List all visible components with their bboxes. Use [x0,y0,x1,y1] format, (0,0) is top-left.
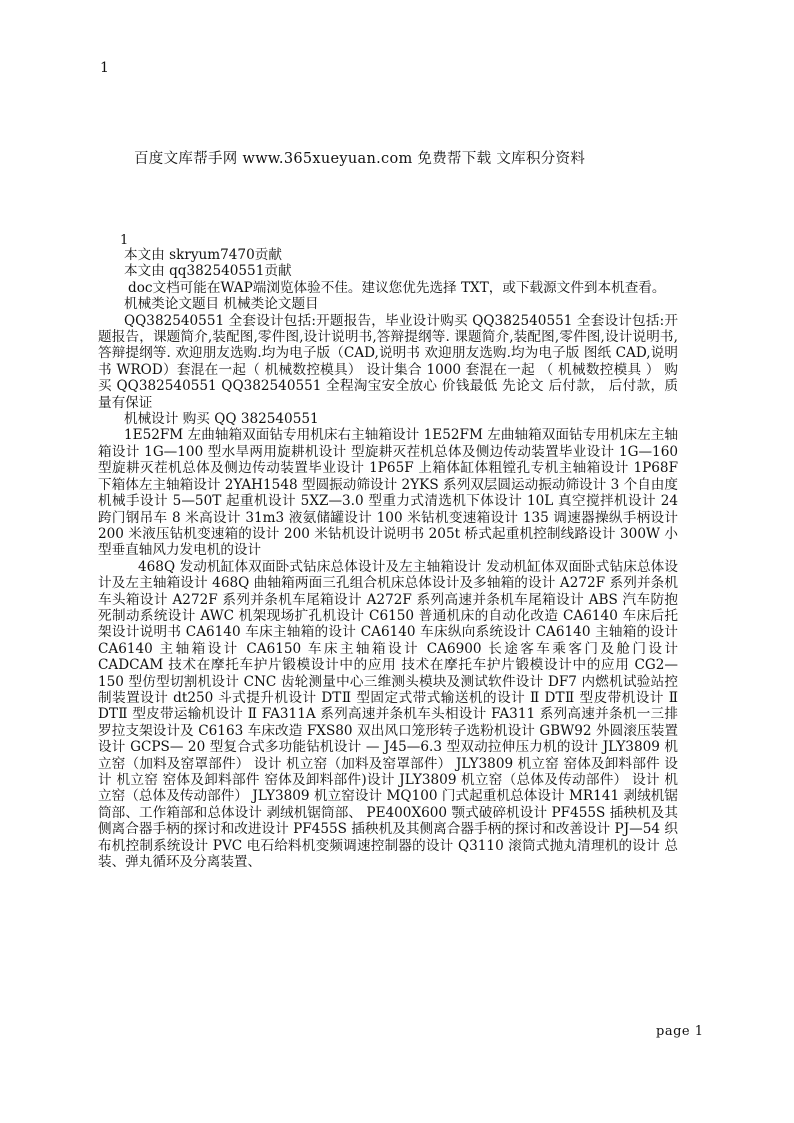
paragraph: 机械设计 购买 QQ 382540551 [124,411,319,428]
document-body [98,247,678,870]
paragraph: 1E52FM 左曲轴箱双面钻专用机床右主轴箱设计 1E52FM 左曲轴箱双面钻专用机床左主轴箱设计 1G—100 型水旱两用旋耕机设计 型旋耕灭茬机总体及侧边传动装置毕业设计 1G—160 型旋耕灭茬机总体及侧边传动装置毕业设计 1P65F 上箱体缸体粗镗孔专机主轴箱设计 1P68F 下箱体左主轴箱设计 2YAH1548 型圆振动筛设计 2YKS 系列双层圆运动振动筛设计 3 个自由度机械手设计 5—50T 起重机设计 5XZ—3.0 型重力式清选机下体设计 10L 真空搅拌机设计 24 跨门钢吊车 8 米高设计 31m3 液氨储罐设计 100 米钻机变速箱设计 135 调速器操纵手柄设计 200 米液压钻机变速箱的设计 200 米钻机设计说明书 205t 桥式起重机控制线路设计 300W 小型垂直轴风力发电机的设计 [98,427,678,559]
paragraph: 468Q 发动机缸体双面卧式钻床总体设计及左主轴箱设计 发动机缸体双面卧式钻床总体设计及左主轴箱设计 468Q 曲轴箱两面三孔组合机床总体设计及多轴箱的设计 A272F 系列并条机车头箱设计 A272F 系列并条机车尾箱设计 A272F 系列高速并条机车尾箱设计 ABS 汽车防抱死制动系统设计 AWC 机架现场扩孔机设计 C6150 普通机床的自动化改造 CA6140 车床后托架设计说明书 CA6140 车床主轴箱的设计 CA6140 车床纵向系统设计 CA6140 主轴箱的设计 CA6140 主轴箱设计 CA6150 车床主轴箱设计 CA6900 长途客车乘客门及舱门设计 CADCAM 技术在摩托车护片锻模设计中的应用 技术在摩托车护片锻模设计中的应用 CG2—150 型仿型切割机设计 CNC 齿轮测量中心三维测头模块及测试软件设计 DF7 内燃机试验站控制装置设计 dt250 斗式提升机设计 DTⅡ 型固定式带式输送机的设计 Ⅱ DTⅡ 型皮带机设计 Ⅱ DTⅡ 型皮带运输机设计 Ⅱ FA311A 系列高速并条机车头相设计 FA311 系列高速并条机一三排罗拉支架设计及 C6163 车床改造 FXS80 双出风口笼形转子选粉机设计 GBW92 外圆滚压装置设计 GCPS— 20 型复合式多功能钻机设计 — J45—6.3 型双动拉伸压力机的设计 JLY3809 机立窑（加料及窑罩部件） 设计 机立窑（加料及窑罩部件） JLY3809 机立窑 窑体及卸料部件 设计 机立窑 窑体及卸料部件 窑体及卸料部件)设计 JLY3809 机立窑（总体及传动部件） 设计 机立窑（总体及传动部件） JLY3809 机立窑设计 MQ100 门式起重机总体设计 MR141 剥绒机锯筒部、工作箱部和总体设计 剥绒机锯筒部、 PE400X600 颚式破碎机设计 PF455S 插秧机及其侧离合器手柄的探讨和改进设计 PF455S 插秧机及其侧离合器手柄的探讨和改善设计 PJ—54 织布机控制系统设计 PVC 电石给料机变频调速控制器的设计 Q3110 滚筒式抛丸清理机的设计 总装、弹丸循环及分离装置、 [98,558,678,871]
paragraph: 本文由 qq382540551贡献 [124,263,292,280]
paragraph: doc文档可能在WAP端浏览体验不佳。建议您优先选择 TXT，或下载源文件到本机查看。 [128,279,666,296]
page-footer: page 1 [656,1024,704,1039]
paragraph: QQ382540551 全套设计包括:开题报告，毕业设计购买 QQ382540551 全套设计包括:开题报告，课题简介,装配图,零件图,设计说明书,答辩提纲等. 课题简介,装配图,零件图,设计说明书,答辩提纲等. 欢迎朋友选购.均为电子版（CAD,说明书 欢迎朋友选购.均为电子版 图纸 CAD,说明书 WROD）套混在一起（ 机械数控模具） 设计集合 1000 套混在一起 （ 机械数控模具 ） 购买 QQ382540551 QQ382540551 全程淘宝安全放心 价钱最低 先论文 后付款， 后付款，质量有保证 [98,312,678,411]
document-header: 百度文库帮手网 www.365xueyuan.com 免费帮下载 文库积分资料 [134,151,586,167]
page-top-number: 1 [100,60,109,76]
paragraph: 机械类论文题目 机械类论文题目 [124,296,319,313]
section-marker: 1 [120,233,129,248]
paragraph: 本文由 skryum7470贡献 [124,247,282,263]
